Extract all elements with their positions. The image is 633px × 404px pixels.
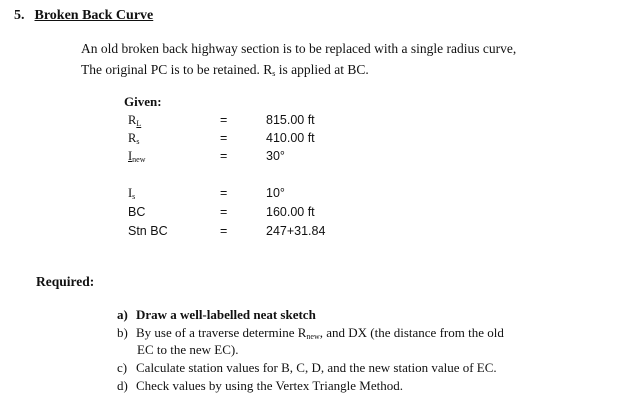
given-value-inew: 30° [266, 149, 285, 163]
required-tag-c: c) [117, 360, 128, 375]
problem-number: 5. [14, 8, 25, 23]
given-label-rs [128, 131, 139, 146]
intro-line-1: An old broken back highway section is to be replaced with a single radius curve, [81, 41, 517, 56]
given-label-inew-main: I [128, 149, 133, 163]
required-tag-b: b) [117, 325, 128, 340]
given-value-stn-bc: 247+31.84 [266, 224, 326, 238]
required-tag-d: d) [117, 378, 128, 393]
given-label-rs-main: R [128, 131, 137, 145]
required-item-a [117, 307, 316, 323]
required-item-d [117, 378, 403, 394]
required-item-b [117, 325, 504, 341]
intro-line-2-pre: The original PC is to be retained. R [81, 62, 273, 77]
given-label-is-sub: s [132, 192, 136, 201]
given-heading: Given: [124, 94, 162, 109]
required-heading: Required: [36, 274, 95, 289]
intro-line-2-post: is applied at BC. [275, 62, 369, 77]
problem-title-text: Broken Back Curve [34, 8, 154, 23]
given-label-stn-bc: Stn BC [128, 224, 168, 238]
given-label-inew [128, 149, 146, 164]
required-item-b-continued: EC to the new EC). [137, 342, 239, 357]
given-label-is [128, 186, 135, 201]
given-label-rs-sub: s [136, 137, 140, 146]
required-tag-a: a) [117, 307, 128, 322]
given-value-rs: 410.00 ft [266, 131, 315, 145]
given-label-is-main: I [128, 186, 133, 200]
required-text-b-pre: By use of a traverse determine R [136, 325, 307, 340]
given-label-rl-sub: L [136, 119, 142, 128]
given-equals-inew: = [220, 149, 228, 163]
given-value-bc: 160.00 ft [266, 205, 315, 219]
given-equals-rl: = [220, 113, 228, 127]
given-equals-rs: = [220, 131, 228, 145]
given-equals-stn-bc: = [220, 224, 228, 238]
intro-line-2 [81, 62, 369, 78]
required-text-c: Calculate station values for B, C, D, and the new station value of EC. [136, 360, 497, 375]
given-value-is: 10° [266, 186, 285, 200]
given-label-inew-sub: new [132, 155, 146, 164]
required-text-d: Check values by using the Vertex Triangle Method. [136, 378, 403, 393]
given-equals-is: = [220, 186, 228, 200]
required-text-b-post: , and DX (the distance from the old [319, 325, 504, 340]
problem-title [14, 8, 153, 24]
required-text-b-sub: new [306, 332, 320, 341]
given-label-bc: BC [128, 205, 146, 219]
required-text-a: Draw a well-labelled neat sketch [136, 307, 316, 322]
given-label-rl-main: R [128, 113, 137, 127]
given-value-rl: 815.00 ft [266, 113, 315, 127]
intro-line-2-sub: s [272, 69, 276, 78]
given-equals-bc: = [220, 205, 228, 219]
required-item-c [117, 360, 497, 376]
given-label-rl [128, 113, 141, 128]
